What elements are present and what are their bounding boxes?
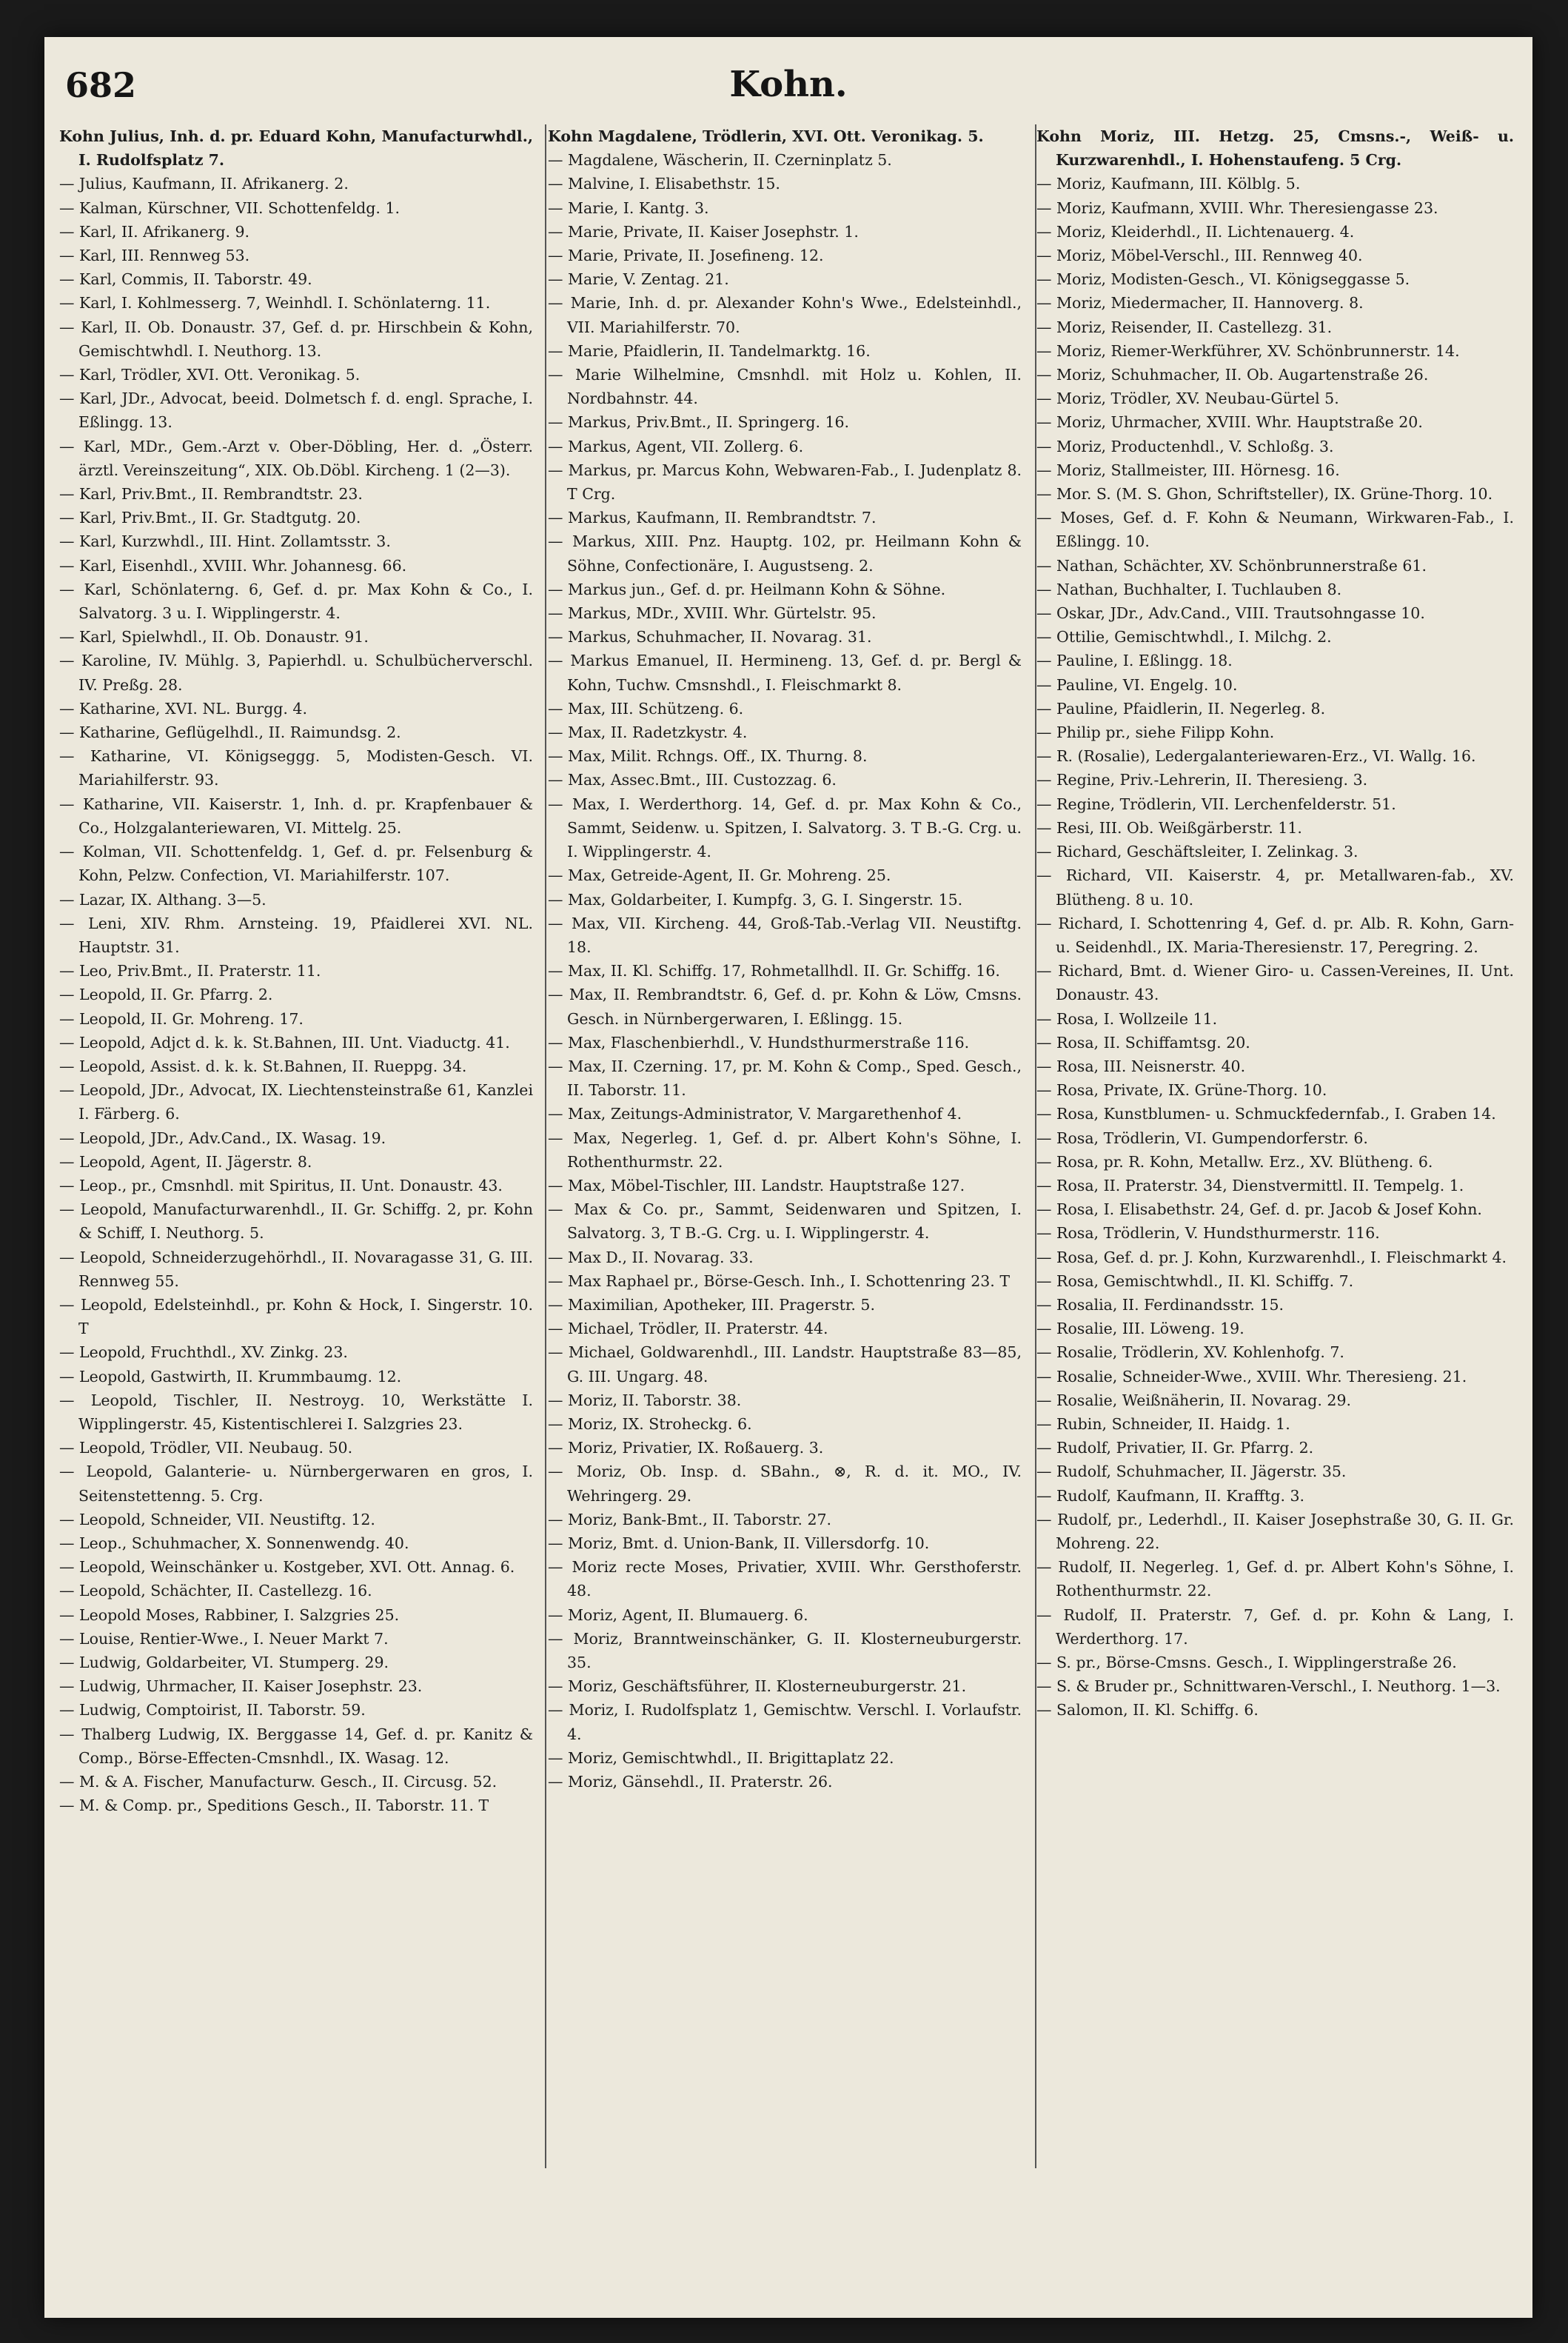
directory-entry: — Pauline, VI. Engelg. 10. <box>1036 675 1238 694</box>
directory-entry: — Markus, MDr., XVIII. Whr. Gürtelstr. 95. <box>548 604 877 623</box>
directory-entry: — Moriz, IX. Stroheckg. 6. <box>548 1414 752 1433</box>
directory-entry: — Leopold, II. Gr. Mohreng. 17. <box>59 1009 304 1028</box>
directory-entry: — Karl, I. Kohlmesserg. 7, Weinhdl. I. Schönlaterng. 11. <box>59 294 491 312</box>
directory-entry: — Leopold, Agent, II. Jägerstr. 8. <box>59 1152 312 1171</box>
directory-entry: — Rosa, Gemischtwhdl., II. Kl. Schiffg. 7. <box>1036 1271 1354 1290</box>
directory-entry: — Rudolf, pr., Lederhdl., II. Kaiser Josephstraße 30, G. II. Gr. Mohreng. 22. <box>1036 1510 1514 1552</box>
directory-entry: — Kolman, VII. Schottenfeldg. 1, Gef. d. pr. Felsenburg & Kohn, Pelzw. Confection, VI. Mariahilferstr. 107. <box>59 843 533 885</box>
directory-entry: — Rosa, Trödlerin, V. Hundsthurmerstr. 116. <box>1036 1224 1380 1243</box>
directory-entry: — Max, III. Schützeng. 6. <box>548 699 744 718</box>
directory-entry: — Max, I. Werderthorg. 14, Gef. d. pr. Max Kohn & Co., Sammt, Seidenw. u. Spitzen, I. Salvatorg. 3. T B.-G. Crg. u. I. Wipplingerstr. 4. <box>548 795 1022 861</box>
directory-entry: — Moriz, Gemischtwhdl., II. Brigittaplatz 22. <box>548 1748 894 1767</box>
directory-entry: — Katharine, XVI. NL. Burgg. 4. <box>59 699 307 718</box>
directory-entry: — Rosalia, II. Ferdinandsstr. 15. <box>1036 1295 1284 1314</box>
directory-entry: — Karoline, IV. Mühlg. 3, Papierhdl. u. Schulbücherverschl. IV. Preßg. 28. <box>59 652 533 694</box>
directory-entry: — Leopold, JDr., Advocat, IX. Liechtensteinstraße 61, Kanzlei I. Färberg. 6. <box>59 1081 533 1123</box>
directory-entry: — Leopold, Schneiderzugehörhdl., II. Novaragasse 31, G. III. Rennweg 55. <box>59 1248 533 1290</box>
directory-entry: — Rosa, I. Elisabethstr. 24, Gef. d. pr. Jacob & Josef Kohn. <box>1036 1200 1482 1219</box>
directory-entry: — Ludwig, Comptoirist, II. Taborstr. 59. <box>59 1701 366 1719</box>
directory-entry: — Max, II. Kl. Schiffg. 17, Rohmetallhdl. II. Gr. Schiffg. 16. <box>548 962 1000 980</box>
directory-entry: — Rosa, Gef. d. pr. J. Kohn, Kurzwarenhdl., I. Fleischmarkt 4. <box>1036 1248 1507 1266</box>
directory-entry: — M. & A. Fischer, Manufacturw. Gesch., II. Circusg. 52. <box>59 1773 497 1791</box>
directory-entry: — Leopold, Weinschänker u. Kostgeber, XVI. Ott. Annag. 6. <box>59 1558 515 1577</box>
directory-entry: — Magdalene, Wäscherin, II. Czerninplatz 5. <box>548 151 892 170</box>
directory-entry: — Leopold, JDr., Adv.Cand., IX. Wasag. 19. <box>59 1129 386 1147</box>
directory-entry: — Rosa, Kunstblumen- u. Schmuckfedernfab., I. Graben 14. <box>1036 1105 1496 1123</box>
directory-entry: — Moriz, Stallmeister, III. Hörnesg. 16. <box>1036 461 1340 479</box>
directory-entry: — Moriz, Schuhmacher, II. Ob. Augartenstraße 26. <box>1036 366 1429 384</box>
directory-entry: — Moriz, Gänsehdl., II. Praterstr. 26. <box>548 1773 833 1791</box>
directory-entry: — Moses, Gef. d. F. Kohn & Neumann, Wirkwaren-Fab., I. Eßlingg. 10. <box>1036 509 1514 551</box>
directory-entry: — Max, II. Rembrandtstr. 6, Gef. d. pr. Kohn & Löw, Cmsns. Gesch. in Nürnbergerwaren, I. Eßlingg. 15. <box>548 986 1022 1028</box>
directory-entry: — Richard, I. Schottenring 4, Gef. d. pr. Alb. R. Kohn, Garn- u. Seidenhdl., IX. Maria-Theresienstr. 17, Peregring. 2. <box>1036 914 1514 956</box>
directory-entry: — Malvine, I. Elisabethstr. 15. <box>548 175 780 193</box>
directory-entry: — Richard, VII. Kaiserstr. 4, pr. Metallwaren-fab., XV. Blütheng. 8 u. 10. <box>1036 866 1514 909</box>
directory-columns <box>59 124 1518 2294</box>
directory-entry: — Mor. S. (M. S. Ghon, Schriftsteller), IX. Grüne-Thorg. 10. <box>1036 485 1493 504</box>
directory-entry: — Moriz, Kleiderhdl., II. Lichtenauerg. 4. <box>1036 222 1355 241</box>
directory-entry: — Markus, Priv.Bmt., II. Springerg. 16. <box>548 413 850 432</box>
directory-entry: — Rosa, II. Schiffamtsg. 20. <box>1036 1033 1250 1052</box>
page-header <box>44 37 1532 118</box>
directory-entry: — Max, Goldarbeiter, I. Kumpfg. 3, G. I. Singerstr. 15. <box>548 890 963 909</box>
directory-entry: — Karl, Schönlaterng. 6, Gef. d. pr. Max Kohn & Co., I. Salvatorg. 3 u. I. Wipplingerstr. 4. <box>59 580 533 623</box>
directory-entry: — Moriz, Kaufmann, XVIII. Whr. Theresiengasse 23. <box>1036 198 1438 217</box>
directory-entry: — Moriz, Möbel-Verschl., III. Rennweg 40. <box>1036 247 1363 265</box>
directory-entry: — Max, Getreide-Agent, II. Gr. Mohreng. 25. <box>548 866 891 885</box>
directory-entry: — Philip pr., siehe Filipp Kohn. <box>1036 723 1275 742</box>
directory-entry: — Regine, Trödlerin, VII. Lerchenfelderstr. 51. <box>1036 795 1396 813</box>
directory-entry: — Rosalie, Trödlerin, XV. Kohlenhofg. 7. <box>1036 1343 1344 1362</box>
directory-entry: — Moriz, Productenhdl., V. Schloßg. 3. <box>1036 437 1334 455</box>
directory-entry: — Rosa, I. Wollzeile 11. <box>1036 1009 1218 1028</box>
directory-entry: — Moriz, Reisender, II. Castellezg. 31. <box>1036 318 1333 336</box>
directory-entry: — Marie, Pfaidlerin, II. Tandelmarktg. 16. <box>548 341 871 360</box>
directory-entry: — Markus Emanuel, II. Hermineng. 13, Gef. d. pr. Bergl & Kohn, Tuchw. Cmsnshdl., I. Fleischmarkt 8. <box>548 652 1022 694</box>
directory-entry: — Resi, III. Ob. Weißgärberstr. 11. <box>1036 818 1302 837</box>
directory-entry: — Markus, Agent, VII. Zollerg. 6. <box>548 437 804 455</box>
directory-entry: — Nathan, Buchhalter, I. Tuchlauben 8. <box>1036 580 1342 598</box>
column-right <box>1036 124 1514 2294</box>
directory-entry: — Max Raphael pr., Börse-Gesch. Inh., I. Schottenring 23. T <box>548 1271 1010 1290</box>
directory-entry: — Rudolf, Kaufmann, II. Krafftg. 3. <box>1036 1486 1305 1505</box>
running-head: Kohn. <box>729 64 848 105</box>
directory-entry: — Karl, Commis, II. Taborstr. 49. <box>59 270 312 289</box>
directory-entry: — Richard, Geschäftsleiter, I. Zelinkag. 3. <box>1036 843 1358 861</box>
directory-entry: — Moriz, Privatier, IX. Roßauerg. 3. <box>548 1439 824 1457</box>
directory-entry: — Rosa, Trödlerin, VI. Gumpendorferstr. 6. <box>1036 1129 1368 1147</box>
directory-entry: — Leopold, Schneider, VII. Neustiftg. 12. <box>59 1510 375 1528</box>
column-head-entry: Kohn Magdalene, Trödlerin, XVI. Ott. Veronikag. 5. <box>548 127 984 145</box>
directory-entry: — Michael, Trödler, II. Praterstr. 44. <box>548 1320 828 1338</box>
directory-entry: — Max, Flaschenbierhdl., V. Hundsthurmerstraße 116. <box>548 1033 970 1052</box>
directory-entry: — Max D., II. Novarag. 33. <box>548 1248 754 1266</box>
directory-entry: — Leopold, Fruchthdl., XV. Zinkg. 23. <box>59 1343 348 1362</box>
directory-entry: — Moriz, Bank-Bmt., II. Taborstr. 27. <box>548 1510 832 1528</box>
directory-entry: — Marie, Inh. d. pr. Alexander Kohn's Wwe., Edelsteinhdl., VII. Mariahilferstr. 70. <box>548 294 1022 336</box>
directory-entry: — Karl, Kurzwhdl., III. Hint. Zollamtsstr. 3. <box>59 532 391 551</box>
directory-entry: — Salomon, II. Kl. Schiffg. 6. <box>1036 1701 1259 1719</box>
directory-entry: — Moriz, Miedermacher, II. Hannoverg. 8. <box>1036 294 1364 312</box>
directory-entry: — Rosalie, III. Löweng. 19. <box>1036 1320 1244 1338</box>
directory-entry: — Leopold, Adjct d. k. k. St.Bahnen, III. Unt. Viaductg. 41. <box>59 1033 510 1052</box>
directory-entry: — Rudolf, Privatier, II. Gr. Pfarrg. 2. <box>1036 1439 1314 1457</box>
directory-entry: — Moriz, Branntweinschänker, G. II. Klosterneuburgerstr. 35. <box>548 1629 1022 1671</box>
directory-entry: — M. & Comp. pr., Speditions Gesch., II. Taborstr. 11. T <box>59 1796 489 1815</box>
directory-entry: — Leopold, Assist. d. k. k. St.Bahnen, II. Rueppg. 34. <box>59 1057 467 1075</box>
directory-entry: — Moriz, I. Rudolfsplatz 1, Gemischtw. Verschl. I. Vorlaufstr. 4. <box>548 1701 1022 1743</box>
directory-entry: — Michael, Goldwarenhdl., III. Landstr. Hauptstraße 83—85, G. III. Ungarg. 48. <box>548 1343 1022 1386</box>
directory-entry: — Pauline, I. Eßlingg. 18. <box>1036 652 1233 670</box>
directory-entry: — Markus, pr. Marcus Kohn, Webwaren-Fab., I. Judenplatz 8. T Crg. <box>548 461 1022 504</box>
directory-entry: — Moriz, Uhrmacher, XVIII. Whr. Hauptstraße 20. <box>1036 413 1423 432</box>
directory-entry: — Maximilian, Apotheker, III. Pragerstr. 5. <box>548 1295 875 1314</box>
directory-entry: — Lazar, IX. Althang. 3—5. <box>59 890 267 909</box>
directory-entry: — Moriz, Kaufmann, III. Kölblg. 5. <box>1036 175 1301 193</box>
column-head-entry: Kohn Moriz, III. Hetzg. 25, Cmsns.-, Weiß- u. Kurzwarenhdl., I. Hohenstaufeng. 5 Crg. <box>1036 127 1514 170</box>
directory-entry: — Moriz, Ob. Insp. d. SBahn., ⊗, R. d. it. MO., IV. Wehringerg. 29. <box>548 1463 1022 1505</box>
directory-entry: — Julius, Kaufmann, II. Afrikanerg. 2. <box>59 175 349 193</box>
directory-entry: — Max, II. Radetzkystr. 4. <box>548 723 748 742</box>
directory-entry: — Marie, Private, II. Kaiser Josephstr. 1. <box>548 222 859 241</box>
directory-entry: — Max, Negerleg. 1, Gef. d. pr. Albert Kohn's Söhne, I. Rothenthurmstr. 22. <box>548 1129 1022 1171</box>
directory-entry: — Marie, V. Zentag. 21. <box>548 270 729 289</box>
directory-entry: — Leop., pr., Cmsnhdl. mit Spiritus, II. Unt. Donaustr. 43. <box>59 1176 503 1194</box>
directory-entry: — Leopold, Schächter, II. Castellezg. 16. <box>59 1582 372 1600</box>
directory-entry: — Rudolf, II. Negerleg. 1, Gef. d. pr. Albert Kohn's Söhne, I. Rothenthurmstr. 22. <box>1036 1558 1514 1600</box>
directory-entry: — Leopold, Gastwirth, II. Krummbaumg. 12. <box>59 1367 402 1386</box>
directory-entry: — Karl, JDr., Advocat, beeid. Dolmetsch f. d. engl. Sprache, I. Eßlingg. 13. <box>59 390 533 432</box>
directory-entry: — S. pr., Börse-Cmsns. Gesch., I. Wipplingerstraße 26. <box>1036 1654 1457 1671</box>
directory-entry: — Karl, Priv.Bmt., II. Rembrandtstr. 23. <box>59 485 363 504</box>
directory-entry: — Max, Assec.Bmt., III. Custozzag. 6. <box>548 771 837 789</box>
directory-entry: — Ludwig, Uhrmacher, II. Kaiser Josephstr. 23. <box>59 1677 423 1696</box>
directory-entry: — Rudolf, II. Praterstr. 7, Gef. d. pr. Kohn & Lang, I. Werderthorg. 17. <box>1036 1605 1514 1648</box>
directory-entry: — Moriz, Modisten-Gesch., VI. Königseggasse 5. <box>1036 270 1410 289</box>
column-middle <box>548 124 1022 2294</box>
directory-entry: — Moriz, II. Taborstr. 38. <box>548 1391 742 1409</box>
directory-entry: — Max, Zeitungs-Administrator, V. Margarethenhof 4. <box>548 1105 962 1123</box>
directory-entry: — Markus, Schuhmacher, II. Novarag. 31. <box>548 628 872 646</box>
directory-entry: — Katharine, VI. Königseggg. 5, Modisten-Gesch. VI. Mariahilferstr. 93. <box>59 747 533 789</box>
directory-entry: — Karl, II. Afrikanerg. 9. <box>59 222 250 241</box>
directory-entry: — Ottilie, Gemischtwhdl., I. Milchg. 2. <box>1036 628 1332 646</box>
directory-page <box>44 37 1532 2318</box>
directory-entry: — Rudolf, Schuhmacher, II. Jägerstr. 35. <box>1036 1463 1347 1481</box>
directory-entry: — Leopold Moses, Rabbiner, I. Salzgries 25. <box>59 1605 400 1624</box>
directory-entry: — Leo, Priv.Bmt., II. Praterstr. 11. <box>59 962 321 980</box>
directory-entry: — Karl, MDr., Gem.-Arzt v. Ober-Döbling, Her. d. „Österr. ärztl. Vereinszeitung“, XIX. Ob.Döbl. Kircheng. 1 (2—3). <box>59 437 533 479</box>
directory-entry: — Max, VII. Kircheng. 44, Groß-Tab.-Verlag VII. Neustiftg. 18. <box>548 914 1022 956</box>
directory-entry: — Nathan, Schächter, XV. Schönbrunnerstraße 61. <box>1036 556 1427 575</box>
directory-entry: — Rubin, Schneider, II. Haidg. 1. <box>1036 1414 1290 1433</box>
directory-entry: — Pauline, Pfaidlerin, II. Negerleg. 8. <box>1036 699 1326 718</box>
directory-entry: — Moriz, Geschäftsführer, II. Klosterneuburgerstr. 21. <box>548 1677 967 1696</box>
directory-entry: — Richard, Bmt. d. Wiener Giro- u. Cassen-Vereines, II. Unt. Donaustr. 43. <box>1036 962 1514 1004</box>
directory-entry: — Moriz recte Moses, Privatier, XVIII. Whr. Gersthoferstr. 48. <box>548 1558 1022 1600</box>
directory-entry: — Karl, Eisenhdl., XVIII. Whr. Johannesg. 66. <box>59 556 407 575</box>
directory-entry: — Rosa, III. Neisnerstr. 40. <box>1036 1057 1246 1075</box>
directory-entry: — S. & Bruder pr., Schnittwaren-Verschl., I. Neuthorg. 1—3. <box>1036 1677 1501 1696</box>
directory-entry: — Ludwig, Goldarbeiter, VI. Stumperg. 29. <box>59 1654 389 1671</box>
directory-entry: — Leopold, Manufacturwarenhdl., II. Gr. Schiffg. 2, pr. Kohn & Schiff, I. Neuthorg. 5. <box>59 1200 533 1243</box>
directory-entry: — Rosa, II. Praterstr. 34, Dienstvermittl. II. Tempelg. 1. <box>1036 1176 1464 1194</box>
directory-entry: — Katharine, VII. Kaiserstr. 1, Inh. d. pr. Krapfenbauer & Co., Holzgalanteriewaren, VI. Mittelg. 25. <box>59 795 533 837</box>
directory-entry: — Moriz, Riemer-Werkführer, XV. Schönbrunnerstr. 14. <box>1036 341 1460 360</box>
directory-entry: — Rosalie, Schneider-Wwe., XVIII. Whr. Theresieng. 21. <box>1036 1367 1467 1386</box>
directory-entry: — Leopold, Tischler, II. Nestroyg. 10, Werkstätte I. Wipplingerstr. 45, Kistentischlerei I. Salzgries 23. <box>59 1391 533 1433</box>
directory-entry: — Oskar, JDr., Adv.Cand., VIII. Trautsohngasse 10. <box>1036 604 1425 623</box>
directory-entry: — Max, II. Czerning. 17, pr. M. Kohn & Comp., Sped. Gesch., II. Taborstr. 11. <box>548 1057 1022 1100</box>
directory-entry: — Rosa, Private, IX. Grüne-Thorg. 10. <box>1036 1081 1327 1100</box>
directory-entry: — Rosalie, Weißnäherin, II. Novarag. 29. <box>1036 1391 1352 1409</box>
directory-entry: — Karl, Priv.Bmt., II. Gr. Stadtgutg. 20. <box>59 509 361 527</box>
directory-entry: — Leop., Schuhmacher, X. Sonnenwendg. 40. <box>59 1534 409 1552</box>
directory-entry: — Max, Möbel-Tischler, III. Landstr. Hauptstraße 127. <box>548 1176 965 1194</box>
directory-entry: — Marie Wilhelmine, Cmsnhdl. mit Holz u. Kohlen, II. Nordbahnstr. 44. <box>548 366 1022 408</box>
directory-entry: — Markus, Kaufmann, II. Rembrandtstr. 7. <box>548 509 877 527</box>
directory-entry: — Leopold, Galanterie- u. Nürnbergerwaren en gros, I. Seitenstettenng. 5. Crg. <box>59 1463 533 1505</box>
directory-entry: — Max, Milit. Rchngs. Off., IX. Thurng. 8. <box>548 747 868 766</box>
directory-entry: — Kalman, Kürschner, VII. Schottenfeldg. 1. <box>59 198 401 217</box>
directory-entry: — Moriz, Agent, II. Blumauerg. 6. <box>548 1605 808 1624</box>
directory-entry: — Markus jun., Gef. d. pr. Heilmann Kohn & Söhne. <box>548 580 946 598</box>
directory-entry: — Regine, Priv.-Lehrerin, II. Theresieng. 3. <box>1036 771 1368 789</box>
directory-entry: — Moriz, Bmt. d. Union-Bank, II. Villersdorfg. 10. <box>548 1534 930 1552</box>
directory-entry: — Leopold, Trödler, VII. Neubaug. 50. <box>59 1439 353 1457</box>
directory-entry: — Rosa, pr. R. Kohn, Metallw. Erz., XV. Blütheng. 6. <box>1036 1152 1433 1171</box>
page-number: 682 <box>65 65 137 105</box>
directory-entry: — Leopold, II. Gr. Pfarrg. 2. <box>59 986 273 1004</box>
column-left <box>59 124 533 2294</box>
directory-entry: — Louise, Rentier-Wwe., I. Neuer Markt 7. <box>59 1629 389 1648</box>
directory-entry: — Karl, III. Rennweg 53. <box>59 247 250 265</box>
directory-entry: — Marie, Private, II. Josefineng. 12. <box>548 247 824 265</box>
directory-entry: — Karl, Spielwhdl., II. Ob. Donaustr. 91. <box>59 628 369 646</box>
directory-entry: — Leopold, Edelsteinhdl., pr. Kohn & Hock, I. Singerstr. 10. T <box>59 1295 533 1338</box>
directory-entry: — Thalberg Ludwig, IX. Berggasse 14, Gef. d. pr. Kanitz & Comp., Börse-Effecten-Cmsnhdl., IX. Wasag. 12. <box>59 1725 533 1767</box>
directory-entry: — Leni, XIV. Rhm. Arnsteing. 19, Pfaidlerei XVI. NL. Hauptstr. 31. <box>59 914 533 956</box>
directory-entry: — Max & Co. pr., Sammt, Seidenwaren und Spitzen, I. Salvatorg. 3, T B.-G. Crg. u. I. Wipplingerstr. 4. <box>548 1200 1022 1243</box>
directory-entry: — Marie, I. Kantg. 3. <box>548 198 709 217</box>
directory-entry: — Katharine, Geflügelhdl., II. Raimundsg. 2. <box>59 723 401 742</box>
directory-entry: — Moriz, Trödler, XV. Neubau-Gürtel 5. <box>1036 390 1339 408</box>
directory-entry: — Markus, XIII. Pnz. Hauptg. 102, pr. Heilmann Kohn & Söhne, Confectionäre, I. Augustseng. 2. <box>548 532 1022 575</box>
column-head-entry: Kohn Julius, Inh. d. pr. Eduard Kohn, Manufacturwhdl., I. Rudolfsplatz 7. <box>59 127 533 170</box>
directory-entry: — Karl, Trödler, XVI. Ott. Veronikag. 5. <box>59 366 361 384</box>
directory-entry: — R. (Rosalie), Ledergalanteriewaren-Erz., VI. Wallg. 16. <box>1036 747 1476 766</box>
directory-entry: — Karl, II. Ob. Donaustr. 37, Gef. d. pr. Hirschbein & Kohn, Gemischtwhdl. I. Neuthorg. 13. <box>59 318 533 360</box>
